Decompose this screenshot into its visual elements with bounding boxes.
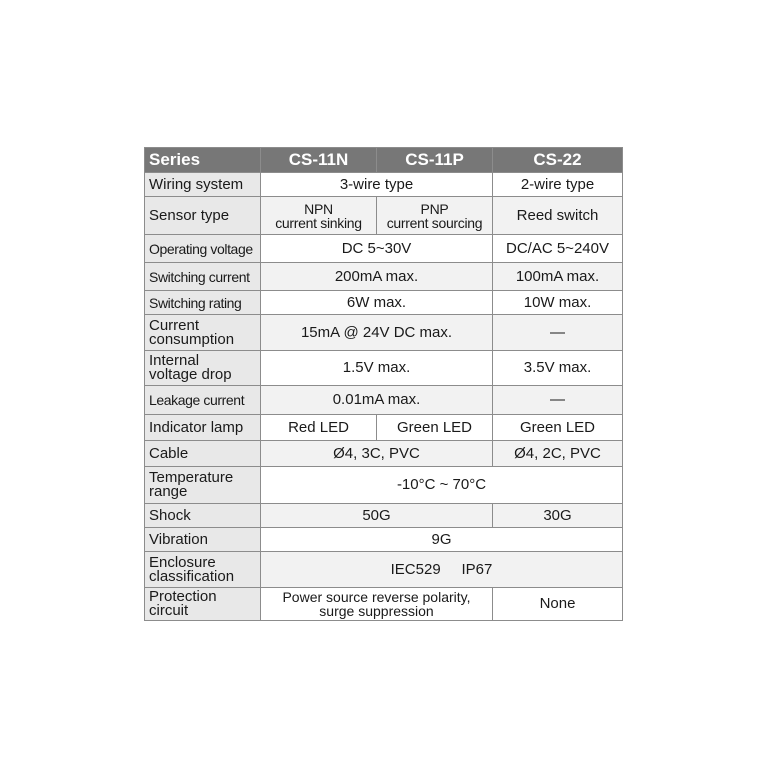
label-indicator-lamp: Indicator lamp bbox=[145, 415, 261, 441]
cell-sw-current-cs22: 100mA max. bbox=[493, 263, 623, 291]
label-shock: Shock bbox=[145, 504, 261, 528]
vdrop-label-line1: Internal bbox=[149, 352, 200, 369]
row-current-consumption bbox=[145, 315, 623, 351]
enclosure-label-line2: classification bbox=[149, 567, 235, 585]
protection-cs11-line2: surge suppression bbox=[319, 603, 434, 619]
cell-op-voltage-cs22: DC/AC 5~240V bbox=[493, 235, 623, 263]
row-switching-rating bbox=[145, 291, 623, 315]
header-cs-11n: CS-11N bbox=[261, 148, 377, 173]
cell-sensor-cs11n bbox=[261, 197, 377, 235]
row-temperature-range bbox=[145, 467, 623, 504]
vdrop-label-line2: voltage drop bbox=[149, 366, 232, 383]
row-sensor-type bbox=[145, 197, 623, 235]
protection-label-line2: circuit bbox=[149, 602, 189, 619]
header-series: Series bbox=[145, 148, 261, 173]
cell-protection-cs11 bbox=[261, 588, 493, 621]
cell-sw-rating-cs22: 10W max. bbox=[493, 291, 623, 315]
row-switching-current bbox=[145, 263, 623, 291]
row-cable bbox=[145, 441, 623, 467]
label-sensor-type: Sensor type bbox=[145, 197, 261, 235]
temperature-label-line2: range bbox=[149, 483, 188, 500]
cell-lamp-cs11n: Red LED bbox=[261, 415, 377, 441]
header-cs-11p: CS-11P bbox=[377, 148, 493, 173]
cell-sw-rating-cs11: 6W max. bbox=[261, 291, 493, 315]
row-indicator-lamp bbox=[145, 415, 623, 441]
cell-sensor-cs22: Reed switch bbox=[493, 197, 623, 235]
label-current-consumption bbox=[145, 315, 261, 351]
header-row bbox=[145, 148, 623, 173]
cell-vibration-all: 9G bbox=[261, 528, 623, 552]
label-switching-current: Switching current bbox=[145, 263, 261, 291]
cell-temperature-all: -10°C ~ 70°C bbox=[261, 467, 623, 504]
row-shock bbox=[145, 504, 623, 528]
cell-sensor-cs11p bbox=[377, 197, 493, 235]
cell-vdrop-cs22: 3.5V max. bbox=[493, 351, 623, 386]
row-vibration bbox=[145, 528, 623, 552]
label-switching-rating: Switching rating bbox=[145, 291, 261, 315]
protection-label-line1: Protection bbox=[149, 588, 217, 605]
label-vibration: Vibration bbox=[145, 528, 261, 552]
cell-cable-cs11: Ø4, 3C, PVC bbox=[261, 441, 493, 467]
sensor-pnp-line1: PNP bbox=[420, 200, 449, 217]
label-protection-circuit bbox=[145, 588, 261, 621]
cell-consumption-cs22: — bbox=[493, 315, 623, 351]
cell-sw-current-cs11: 200mA max. bbox=[261, 263, 493, 291]
sensor-pnp-line2: current sourcing bbox=[386, 214, 483, 231]
temperature-label-line1: Temperature bbox=[149, 469, 234, 486]
sensor-npn-line1: NPN bbox=[304, 200, 333, 217]
label-temperature-range bbox=[145, 467, 261, 504]
cell-op-voltage-cs11: DC 5~30V bbox=[261, 235, 493, 263]
row-enclosure-classification bbox=[145, 552, 623, 588]
cell-wiring-cs22: 2-wire type bbox=[493, 173, 623, 197]
label-operating-voltage: Operating voltage bbox=[145, 235, 261, 263]
cell-shock-cs22: 30G bbox=[493, 504, 623, 528]
label-leakage-current: Leakage current bbox=[145, 386, 261, 415]
cell-consumption-cs11: 15mA @ 24V DC max. bbox=[261, 315, 493, 351]
protection-cs11-line1: Power source reverse polarity, bbox=[282, 589, 471, 605]
enclosure-label-line1: Enclosure bbox=[149, 553, 216, 571]
specification-table bbox=[144, 147, 623, 621]
label-wiring-system: Wiring system bbox=[145, 173, 261, 197]
label-enclosure-classification bbox=[145, 552, 261, 588]
cell-shock-cs11: 50G bbox=[261, 504, 493, 528]
row-wiring-system bbox=[145, 173, 623, 197]
header-cs-22: CS-22 bbox=[493, 148, 623, 173]
row-operating-voltage bbox=[145, 235, 623, 263]
consumption-label-line1: Current bbox=[149, 316, 200, 334]
label-cable: Cable bbox=[145, 441, 261, 467]
cell-protection-cs22: None bbox=[493, 588, 623, 621]
consumption-label-line2: consumption bbox=[149, 330, 235, 348]
cell-leakage-cs11: 0.01mA max. bbox=[261, 386, 493, 415]
cell-cable-cs22: Ø4, 2C, PVC bbox=[493, 441, 623, 467]
row-leakage-current bbox=[145, 386, 623, 415]
cell-lamp-cs22: Green LED bbox=[493, 415, 623, 441]
row-internal-voltage-drop bbox=[145, 351, 623, 386]
sensor-npn-line2: current sinking bbox=[275, 214, 362, 231]
cell-wiring-cs11: 3-wire type bbox=[261, 173, 493, 197]
cell-vdrop-cs11: 1.5V max. bbox=[261, 351, 493, 386]
cell-leakage-cs22: — bbox=[493, 386, 623, 415]
cell-enclosure-all: IEC529 IP67 bbox=[261, 552, 623, 588]
label-internal-voltage-drop bbox=[145, 351, 261, 386]
cell-lamp-cs11p: Green LED bbox=[377, 415, 493, 441]
row-protection-circuit bbox=[145, 588, 623, 621]
